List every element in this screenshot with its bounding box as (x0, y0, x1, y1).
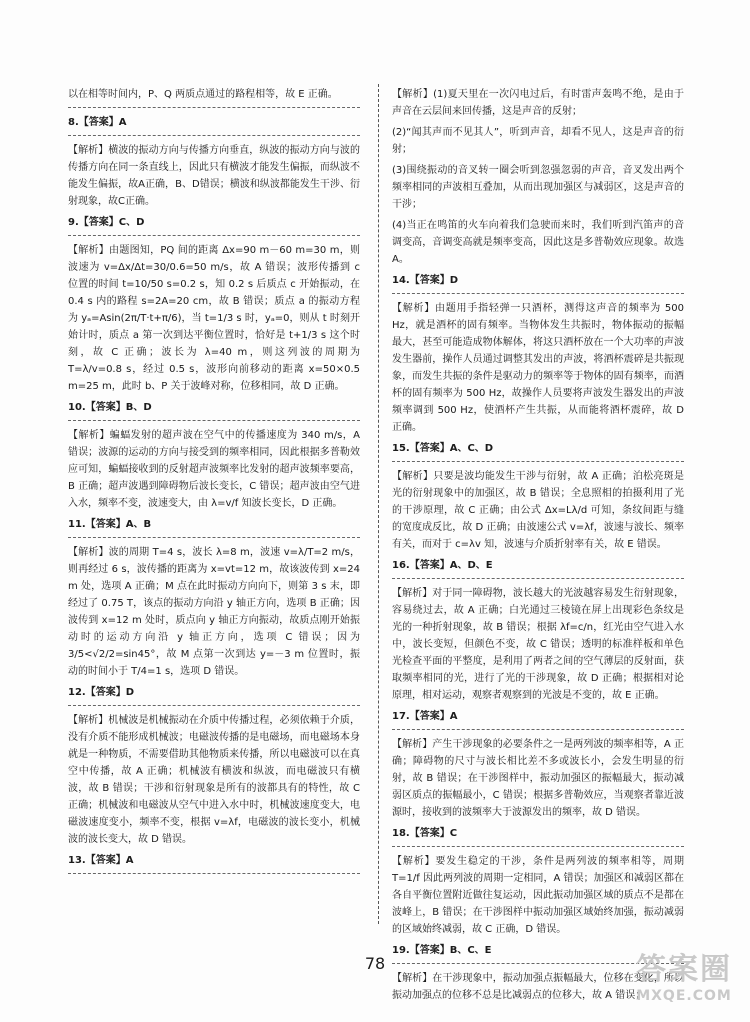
answer-rule (68, 420, 360, 421)
left-column (68, 86, 360, 880)
answer-rule (392, 729, 684, 730)
answer-rule (68, 235, 360, 236)
answer-rule (68, 135, 360, 136)
answer-rule (392, 461, 684, 462)
analysis-paragraph: 【解析】要发生稳定的干涉，条件是两列波的频率相等，周期 T=1/f 因此两列波的周期一定相同，A 错误；加强区和减弱区都在各自平衡位置附近做往复运动，因此振动加强区域的质点不是都在波峰上，B 错误；在干涉图样中振动加强区域始终加强，振动减弱的区域始终减弱，故 C 正确，D 错误。 (392, 856, 684, 935)
analysis-paragraph: 【解析】(1)夏天里在一次闪电过后，有时雷声轰鸣不绝，是由于声音在云层间来回传播，这是声音的反射； (392, 89, 684, 117)
analysis-paragraph: 【解析】在干涉现象中，振动加强点振幅最大，位移在变化，所以振动加强点的位移不总是比减弱点的位移大，故 A 错误； (392, 973, 684, 1001)
answer-text: 【答案】B、D (85, 402, 152, 413)
continuation-paragraph: 以在相等时间内，P、Q 两质点通过的路程相等，故 E 正确。 (68, 89, 338, 100)
answer-line (68, 214, 360, 231)
answer-line (68, 516, 360, 533)
analysis-paragraph: 【解析】只要是波均能发生干涉与衍射，故 A 正确；泊松亮斑是光的衍射现象中的加强区，故 B 错误；全息照相的拍摄利用了光的干涉原理，故 C 正确；由公式 Δx=Lλ/d 可知，条纹间距与缝的宽度成反比，故 D 正确；由波速公式 v=λf，波速与波长、频率有关，而对于 c=λv 知，波速与介质折射率有关，故 E 错误。 (392, 471, 684, 550)
question-number: 13. (68, 855, 86, 866)
answer-line (68, 852, 360, 869)
answer-text: 【答案】A、D、E (409, 560, 493, 571)
answer-line (392, 440, 684, 457)
continuation-paragraph: (3)围绕振动的音叉转一圈会听到忽强忽弱的声音，音叉发出两个频率相同的声波相互叠加，从而出现加强区与减弱区，这是声音的干涉； (392, 165, 684, 210)
answer-line (392, 557, 684, 574)
question-number: 11. (68, 519, 86, 530)
answer-rule (392, 293, 684, 294)
question-number: 12. (68, 687, 86, 698)
question-number: 18. (392, 828, 410, 839)
question-number: 9. (68, 217, 79, 228)
continuation-paragraph: (4)当正在鸣笛的火车向着我们急驶而来时，我们听到汽笛声的音调变高，音调变高就是频率变高，因此这是多普勒效应现象。故选 A。 (392, 220, 684, 265)
question-number: 16. (392, 560, 410, 571)
analysis-paragraph: 【解析】由题图知，PQ 间的距离 Δx=90 m－60 m=30 m，则波速为 v=Δx/Δt=30/0.6=50 m/s，故 A 错误；波形传播到 c 位置的时间 t=10/50 s=0.2 s，知 0.2 s 后质点 c 开始振动，在 0.4 s 内的路程 s=2A=20 cm，故 B 错误；质点 a 的振动方程为 yₐ=Asin(2π/T·t+π/6)，当 t=1/3 s 时，yₐ=0，则从 t 时刻开始计时，质点 a 第一次到达平衡位置时，恰好是 t+1/3 s 这个时刻，故 C 正确；波长为 λ=40 m，则这列波的周期为 T=λ/v=0.8 s，经过 0.5 s，波形向前移动的距离 x=50×0.5 m=25 m，此时 b、P 关于波峰对称，位移相同，故 D 正确。 (68, 245, 360, 392)
analysis-paragraph: 【解析】波的周期 T=4 s，波长 λ=8 m，波速 v=λ/T=2 m/s，则再经过 6 s，波传播的距离为 x=vt=12 m，故该波传到 x=24 m 处，选项 A 正确；M 点在此时振动方向向下，则第 3 s 末，即经过了 0.75 T，该点的振动方向沿 y 轴正方向，选项 B 正确；因波传到 x=12 m 处时，质点向 y 轴正方向振动，故质点刚开始振动时的运动方向沿 y 轴正方向，选项 C 错误；因为 3/5<√2/2=sin45°，故 M 点第一次到达 y=－3 m 位置时，振动的时间小于 T/4=1 s，选项 D 错误。 (68, 547, 360, 677)
answer-line (392, 825, 684, 842)
watermark-logo: 答案圈 MXQE.COM (636, 952, 732, 1004)
question-number: 10. (68, 402, 86, 413)
answer-line (68, 399, 360, 416)
answer-text: 【答案】A (409, 711, 458, 722)
answer-rule (68, 873, 360, 874)
analysis-paragraph: 【解析】机械波是机械振动在介质中传播过程，必须依赖于介质，没有介质不能形成机械波；电磁波传播的是电磁场，而电磁场本身就是一种物质，不需要借助其他物质来传播，所以电磁波可以在真空中传播，故 A 正确；机械波有横波和纵波，而电磁波只有横波，故 B 错误；干涉和衍射现象是所有的波都具有的特性，故 C 正确；机械波和电磁波从空气中进入水中时，机械波速度变大，电磁波速度变小，频率不变，根据 v=λf，电磁波的波长变小，机械波的波长变大，故 D 错误。 (68, 715, 360, 845)
answer-rule (68, 537, 360, 538)
analysis-paragraph: 【解析】对于同一障碍物，波长越大的光波越容易发生衍射现象，容易绕过去，故 A 正确；白光通过三棱镜在屏上出现彩色条纹是光的一种折射现象，故 B 错误；根据 λf=c/n，红光由空气进入水中，波长变短，但颜色不变，故 C 错误；透明的标准样板和单色光检查平面的平整度，是利用了两者之间的空气薄层的反射面，获取频率相同的光，进行了光的干涉现象，故 D 正确；根据相对论原理，相对运动，观察者观察到的光波是不变的，故 E 正确。 (392, 588, 684, 701)
question-number: 8. (68, 117, 79, 128)
answer-text: 【答案】C (409, 828, 458, 839)
answer-rule (68, 705, 360, 706)
answer-text: 【答案】D (409, 275, 459, 286)
answer-line (392, 708, 684, 725)
question-number: 19. (392, 945, 410, 956)
answer-rule (392, 846, 684, 847)
answer-text: 【答案】A (85, 855, 134, 866)
question-number: 14. (392, 275, 410, 286)
answer-line (68, 114, 360, 131)
answer-text: 【答案】A、C、D (409, 443, 494, 454)
answer-text: 【答案】D (85, 687, 135, 698)
answer-line (392, 272, 684, 289)
question-number: 15. (392, 443, 410, 454)
page-number: 78 (364, 954, 386, 973)
continuation-paragraph: (2)“闻其声而不见其人”，听到声音，却看不见人，这是声音的衍射； (392, 127, 684, 155)
question-number: 17. (392, 711, 410, 722)
answer-text: 【答案】C、D (78, 217, 145, 228)
answer-text: 【答案】A、B (85, 519, 152, 530)
answer-rule (392, 578, 684, 579)
answer-text: 【答案】A (78, 117, 127, 128)
analysis-paragraph: 【解析】横波的振动方向与传播方向垂直，纵波的振动方向与波的传播方向在同一条直线上，因此只有横波才能发生偏振，而纵波不能发生偏振，故A正确，B、D错误；横波和纵波都能发生干涉、衍射现象，故C正确。 (68, 145, 360, 207)
column-divider (378, 84, 379, 924)
analysis-paragraph: 【解析】产生干涉现象的必要条件之一是两列波的频率相等，A 正确；障碍物的尺寸与波长相比差不多或波长小，会发生明显的衍射，故 B 错误；在干涉图样中，振动加强区的振幅最大，振动减弱区质点的振幅最小，C 错误；根据多普勒效应，当观察者靠近波源时，接收到的波频率大于波源发出的频率，故 D 错误。 (392, 739, 684, 818)
section-rule (68, 107, 360, 108)
answer-line (68, 684, 360, 701)
analysis-paragraph: 【解析】蝙蝠发射的超声波在空气中的传播速度为 340 m/s，A 错误；波源的运动的方向与接受到的频率相同，因此根据多普勒效应可知，蝙蝠接收到的反射超声波频率比发射的超声波频率要高，B 正确；超声波遇到障碍物后波长变长，C 错误；超声波由空气进入水，频率不变，波速变大，由 λ=v/f 知波长变长，D 正确。 (68, 430, 360, 509)
answer-text: 【答案】B、C、E (409, 945, 492, 956)
analysis-paragraph: 【解析】由题用手指轻弹一只酒杯，测得这声音的频率为 500 Hz，就是酒杯的固有频率。当物体发生共振时，物体振动的振幅最大，甚至可能造成物体解体，将这只酒杯放在一个大功率的声波发生器前，操作人员通过调整其发出的声波，将酒杯震碎是共振现象，而发生共振的条件是驱动力的频率等于物体的固有频率，而酒杯的固有频率为 500 Hz，故操作人员要将声波发生器发出的声波频率调到 500 Hz，使酒杯产生共振，从而能将酒杯震碎，故 D 正确。 (392, 303, 684, 433)
right-column (392, 86, 684, 1008)
